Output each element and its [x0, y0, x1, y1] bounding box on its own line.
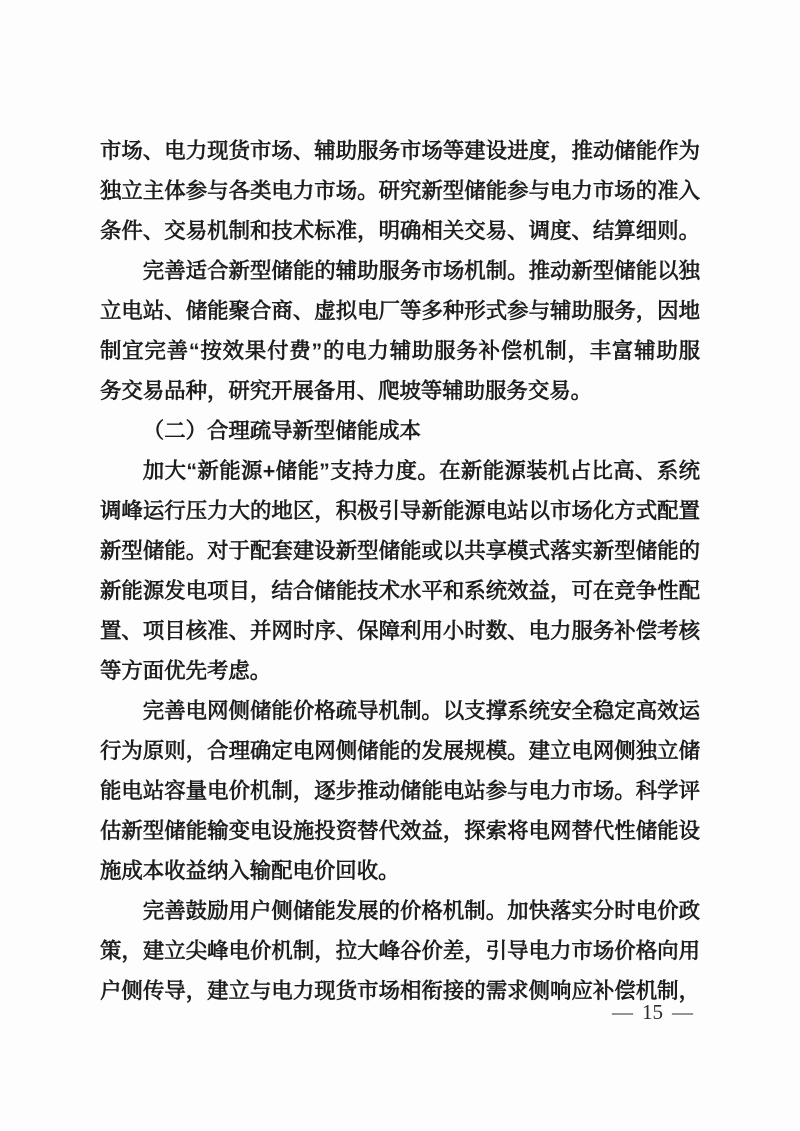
- body-text-line: 立电站、储能聚合商、虚拟电厂等多种形式参与辅助服务，因地: [100, 299, 700, 323]
- body-text-line: 施成本收益纳入输配电价回收。: [100, 859, 400, 883]
- body-text-line: 完善适合新型储能的辅助服务市场机制。推动新型储能以独: [142, 259, 700, 283]
- footer-dash-right: —: [672, 1000, 693, 1024]
- body-text-line: 新型储能。对于配套建设新型储能或以共享模式落实新型储能的: [100, 539, 700, 563]
- body-text-line: 完善电网侧储能价格疏导机制。以支撑系统安全稳定高效运: [142, 699, 700, 723]
- body-text-line: 新能源发电项目，结合储能技术水平和系统效益，可在竞争性配: [100, 579, 700, 603]
- body-text-line: 调峰运行压力大的地区，积极引导新能源电站以市场化方式配置: [100, 499, 700, 523]
- body-text-line: 能电站容量电价机制，逐步推动储能电站参与电力市场。科学评: [100, 779, 700, 803]
- body-text-line: 完善鼓励用户侧储能发展的价格机制。加快落实分时电价政: [142, 899, 700, 923]
- footer-dash-left: —: [612, 1000, 633, 1024]
- body-text-line: 市场、电力现货市场、辅助服务市场等建设进度，推动储能作为: [100, 139, 700, 163]
- document-body: [100, 131, 700, 1011]
- body-text-line: 加大“新能源+储能”支持力度。在新能源装机占比高、系统: [142, 459, 700, 483]
- body-text-line: 策，建立尖峰电价机制，拉大峰谷价差，引导电力市场价格向用: [100, 939, 700, 963]
- body-text-line: 条件、交易机制和技术标准，明确相关交易、调度、结算细则。: [100, 219, 700, 243]
- body-text-line: 行为原则，合理确定电网侧储能的发展规模。建立电网侧独立储: [100, 739, 700, 763]
- page-footer: [605, 997, 700, 1027]
- body-text-line: 制宜完善“按效果付费”的电力辅助服务补偿机制，丰富辅助服: [100, 339, 700, 363]
- body-text-line: 置、项目核准、并网时序、保障利用小时数、电力服务补偿考核: [100, 619, 700, 643]
- body-text-line: 务交易品种，研究开展备用、爬坡等辅助服务交易。: [100, 379, 592, 403]
- body-text-line: 户侧传导，建立与电力现货市场相衔接的需求侧响应补偿机制，: [100, 979, 700, 1003]
- body-text-line: 估新型储能输变电设施投资替代效益，探索将电网替代性储能设: [100, 819, 700, 843]
- body-text-line: 等方面优先考虑。: [100, 659, 272, 683]
- section-heading: （二）合理疏导新型储能成本: [142, 419, 421, 443]
- body-text-line: 独立主体参与各类电力市场。研究新型储能参与电力市场的准入: [100, 179, 700, 203]
- page-number: 15: [642, 1000, 663, 1024]
